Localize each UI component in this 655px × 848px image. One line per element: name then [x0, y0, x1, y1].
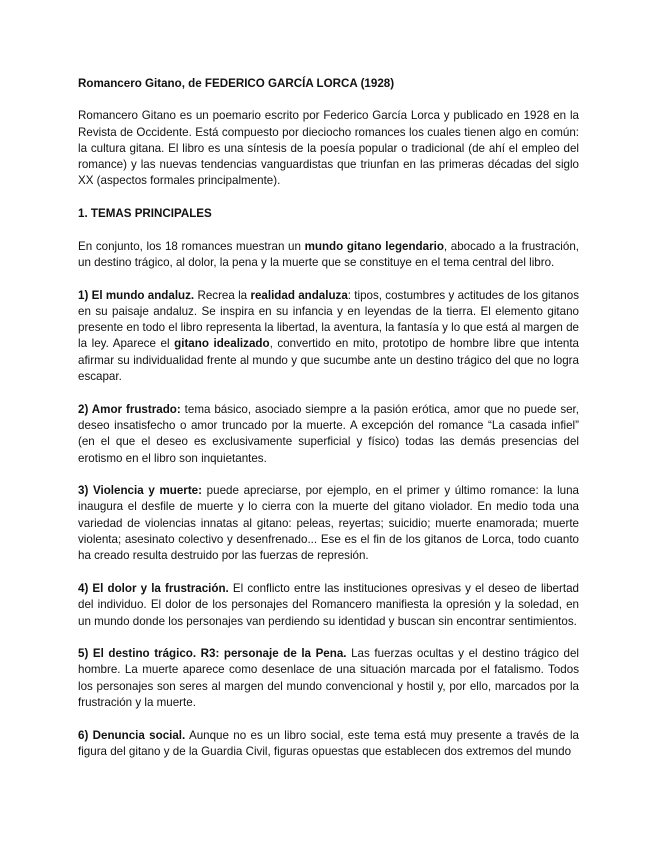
- theme-paragraph-amor: [78, 402, 579, 467]
- theme-paragraph-denuncia: [78, 728, 579, 761]
- overview-bold: mundo gitano legendario: [304, 239, 444, 253]
- theme-label: 6) Denuncia social.: [78, 728, 186, 742]
- intro-paragraph: Romancero Gitano es un poemario escrito por Federico García Lorca y publicado en 1928 en la Revista de Occidente. Está compuesto por dieciocho romances los cuales tienen algo en común: la cultura gitana. El libro es una síntesis de la poesía popular o tradicional (de ahí el empleo del romance) y las nuevas tendencias vanguardistas que triunfan en las primeras décadas del siglo XX (aspectos formales principalmente).: [78, 109, 579, 188]
- theme-label: 3) Violencia y muerte:: [78, 484, 202, 498]
- theme-text: Recrea la: [194, 288, 251, 302]
- theme-paragraph-destino: [78, 646, 579, 711]
- theme-paragraph-violencia: [78, 483, 579, 564]
- theme-paragraph-andaluz: [78, 288, 579, 386]
- overview-paragraph: [78, 239, 579, 272]
- theme-text: puede apreciarse, por ejemplo, en el primer y último romance: la luna inaugura el desfile de muerte y lo cierra con la muerte del gitano violador. En medio toda una variedad de violencias innatas al gitano: peleas, reyertas; suicidio; muerte enamorada; muerte violenta; asesinato colectivo y desenfrenado... Ese es el fin de los gitanos de Lorca, todo cuanto ha creado resulta destruido por las fuerzas de represión.: [78, 484, 579, 563]
- overview-text: , abocado a la frustración, un destino trágico, al dolor, la pena y la muerte que se constituye en el tema central del libro.: [78, 239, 579, 269]
- theme-paragraph-dolor: [78, 581, 579, 630]
- theme-text: Aunque no es un libro social, este tema está muy presente a través de la figura del gitano y de la Guardia Civil, figuras opuestas que establecen dos extremos del mundo: [78, 728, 579, 758]
- overview-text: En conjunto, los 18 romances muestran un: [78, 239, 305, 253]
- theme-text: , convertido en mito, prototipo de hombre libre que intenta afirmar su individualidad frente al mundo y que sucumbe ante un destino trágico del que no logra escapar.: [78, 337, 580, 384]
- theme-text: tema básico, asociado siempre a la pasión erótica, amor que no puede ser, deseo insatisfecho o amor truncado por la muerte. A excepción del romance “La casada infiel” (en el que el deseo es exclusivamente superficial y físico) todas las demás presencias del erotismo en el libro son inquietantes.: [78, 402, 580, 465]
- theme-label: 5) El destino trágico. R3: personaje de la Pena.: [78, 647, 347, 661]
- theme-text: El conflicto entre las instituciones opresivas y el deseo de libertad del individuo. El dolor de los personajes del Romancero manifiesta la opresión y la soledad, en un mundo donde los personajes van perdiendo su identidad y buscan sin encontrar sentimientos.: [78, 581, 579, 628]
- theme-text: Las fuerzas ocultas y el destino trágico del hombre. La muerte aparece como desenlace de una situación marcada por el fatalismo. Todos los personajes son seres al margen del mundo convencional y hostil y, por ello, marcados por la frustración y la muerte.: [78, 647, 579, 709]
- theme-label: 1) El mundo andaluz.: [78, 288, 195, 302]
- theme-label: 4) El dolor y la frustración.: [78, 581, 229, 595]
- theme-text: : tipos, costumbres y actitudes de los gitanos en su paisaje andaluz. Se inspira en su infancia y en leyendas de la tierra. El elemento gitano presente en todo el libro representa la libertad, la aventura, la fantasía y lo que está al margen de la ley. Aparece el: [78, 288, 579, 351]
- theme-bold: gitano idealizado: [174, 337, 270, 351]
- theme-bold: realidad andaluza: [250, 288, 348, 302]
- theme-label: 2) Amor frustrado:: [78, 402, 181, 416]
- section-heading: 1. TEMAS PRINCIPALES: [78, 207, 212, 221]
- document-title: Romancero Gitano, de FEDERICO GARCÍA LORCA (1928): [78, 77, 395, 90]
